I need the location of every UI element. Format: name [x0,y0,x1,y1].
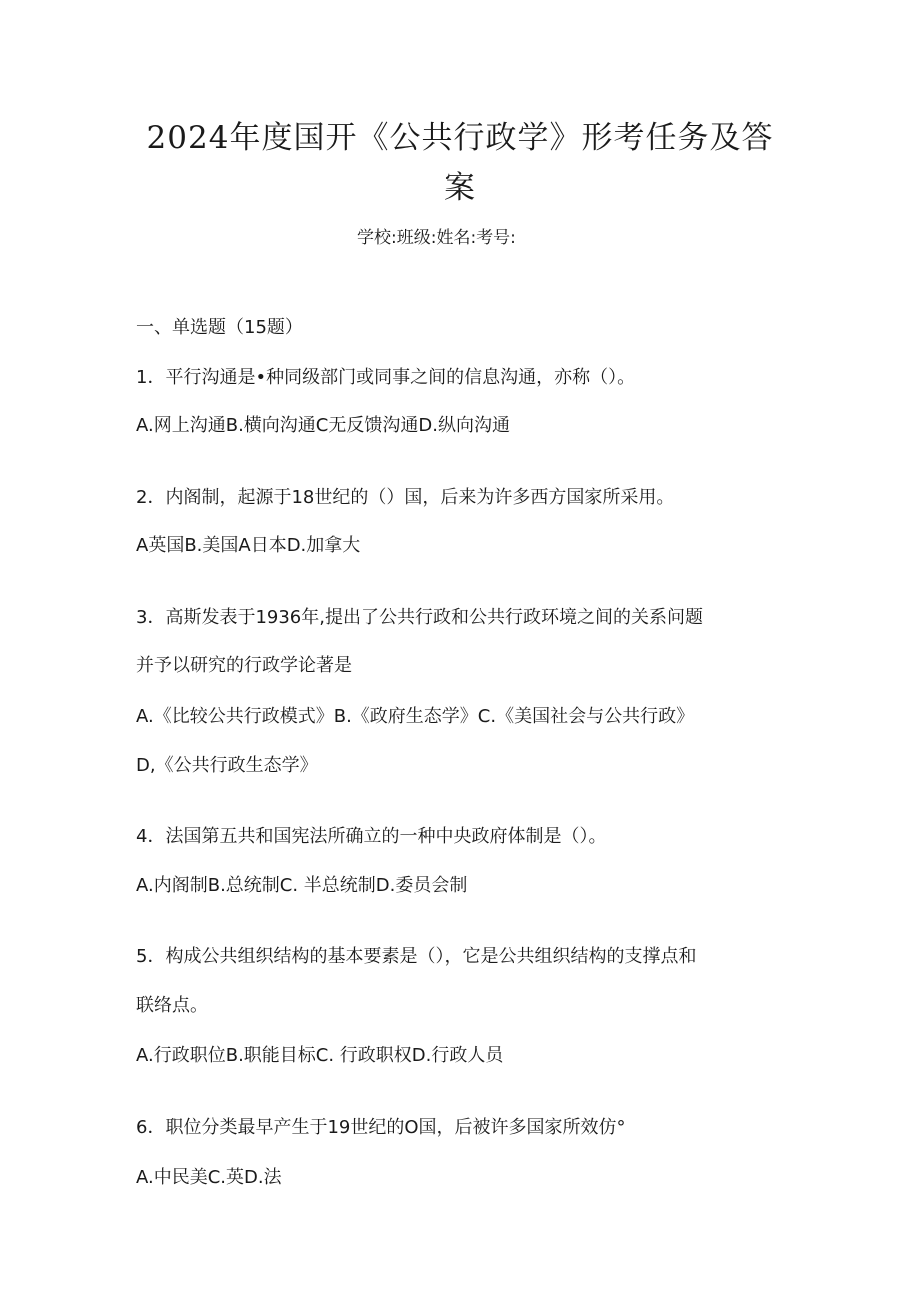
question-4-text: 4．法国第五共和国宪法所确立的一种中央政府体制是（）。 [136,826,607,847]
question-1-options: A.网上沟通B.横向沟通C无反馈沟通D.纵向沟通 [136,415,510,436]
question-6-text: 6．职位分类最早产生于19世纪的O国，后被许多国家所效仿° [136,1117,626,1138]
question-1-text: 1．平行沟通是•种同级部门或同事之间的信息沟通，亦称（）。 [136,367,636,388]
question-2-text: 2．内阁制，起源于18世纪的（）国，后来为许多西方国家所采用。 [136,487,675,508]
student-info-line: 学校:班级:姓名:考号: [357,228,516,248]
section-heading: 一、单选题（15题） [136,317,303,338]
question-3-options-line-2: D,《公共行政生态学》 [136,755,318,776]
question-5-options: A.行政职位B.职能目标C. 行政职权D.行政人员 [136,1045,504,1066]
question-3-text-line-2: 并予以研究的行政学论著是 [136,655,352,676]
question-2-options: A英国B.美国A日本D.加拿大 [136,535,361,556]
document-title-line-2: 案 [444,170,476,206]
question-4-options: A.内阁制B.总统制C. 半总统制D.委员会制 [136,875,468,896]
document-title-line-1: 2024年度国开《公共行政学》形考任务及答 [146,120,774,156]
question-3-text-line-1: 3．高斯发表于1936年,提出了公共行政和公共行政环境之间的关系问题 [136,607,703,628]
question-5-text-line-2: 联络点。 [136,995,208,1016]
question-6-options: A.中民美C.英D.法 [136,1167,282,1188]
question-3-options-line-1: A.《比较公共行政模式》B.《政府生态学》C.《美国社会与公共行政》 [136,706,695,727]
question-5-text-line-1: 5．构成公共组织结构的基本要素是（），它是公共组织结构的支撑点和 [136,946,697,967]
